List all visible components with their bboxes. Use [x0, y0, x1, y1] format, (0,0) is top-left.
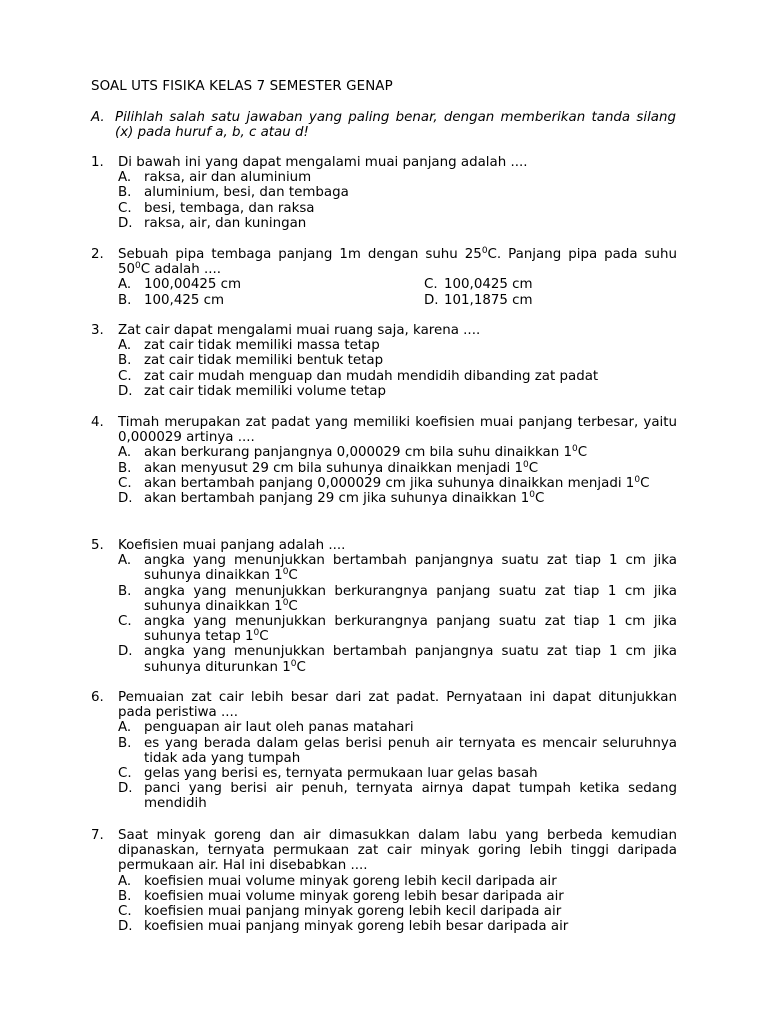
option-b[interactable]: B. 100,425 cm — [118, 292, 225, 308]
option-d[interactable]: D. akan bertambah panjang 29 cm jika suhunya dinaikkan $1^0C$ — [118, 490, 545, 507]
option-b[interactable]: B. angka yang menunjukkan berkurangnya panjang suatu zat tiap 1 cm jika suhunya dinaikkan $1^0C$ — [118, 583, 677, 614]
option-d[interactable]: D. zat cair tidak memiliki volume tetap — [118, 383, 387, 399]
question-text: Pemuaian zat cair lebih besar dari zat padat. Pernyataan ini dapat ditunjukkan pada peristiwa .... — [118, 690, 677, 721]
option-b[interactable]: B. aluminium, besi, dan tembaga — [118, 185, 349, 201]
option-c[interactable]: C. angka yang menunjukkan berkurangnya panjang suatu zat tiap 1 cm jika suhunya tetap $1^0C$ — [118, 614, 677, 645]
question-number: 7. — [91, 828, 104, 843]
question-number: 2. — [91, 247, 104, 262]
option-a[interactable]: A. penguapan air laut oleh panas matahari — [118, 720, 414, 736]
question-number: 1. — [91, 155, 104, 170]
option-d[interactable]: D. raksa, air, dan kuningan — [118, 215, 307, 231]
question-text: Koefisien muai panjang adalah .... — [118, 538, 346, 553]
option-b[interactable]: B. es yang berada dalam gelas berisi penuh air ternyata es mencair seluruhnya tidak ada yang tumpah — [118, 735, 677, 766]
question-text: Di bawah ini yang dapat mengalami muai panjang adalah .... — [118, 155, 528, 170]
question-4 — [91, 415, 677, 506]
option-d[interactable]: D. panci yang berisi air penuh, ternyata airnya dapat tumpah ketika sedang mendidih — [118, 781, 677, 812]
instruction — [91, 110, 676, 141]
option-c[interactable]: C. gelas yang berisi es, ternyata permukaan luar gelas basah — [118, 766, 538, 782]
option-a[interactable]: A. angka yang menunjukkan bertambah panjangnya suatu zat tiap 1 cm jika suhunya dinaikkan $1^0C$ — [118, 553, 677, 584]
option-c[interactable]: C. akan bertambah panjang 0,000029 cm jika suhunya dinaikkan menjadi $1^0C$ — [118, 474, 650, 491]
option-a[interactable]: A. raksa, air dan aluminium — [118, 170, 312, 186]
option-c[interactable]: C. zat cair mudah menguap dan mudah mendidih dibanding zat padat — [118, 368, 599, 384]
option-d[interactable]: D. 101,1875 cm — [424, 292, 533, 308]
option-c[interactable]: C. besi, tembaga, dan raksa — [118, 200, 315, 216]
option-a[interactable]: A. koefisien muai volume minyak goreng lebih kecil daripada air — [118, 873, 557, 889]
question-text: Saat minyak goreng dan air dimasukkan dalam labu yang berbeda kemudian dipanaskan, ternyata permukaan zat cair minyak goring lebih tinggi daripada permukaan air. Hal ini disebabkan .... — [118, 828, 677, 874]
option-a[interactable]: A. akan berkurang panjangnya 0,000029 cm bila suhu dinaikkan $1^0C$ — [118, 444, 588, 461]
option-b[interactable]: B. akan menyusut 29 cm bila suhunya dinaikkan menjadi $1^0C$ — [118, 459, 539, 476]
question-number: 6. — [91, 690, 104, 705]
question-5 — [91, 538, 677, 675]
question-1 — [91, 155, 677, 231]
option-d[interactable]: D. koefisien muai panjang minyak goreng lebih besar daripada air — [118, 919, 569, 935]
option-a[interactable]: A. zat cair tidak memiliki massa tetap — [118, 338, 380, 354]
option-b[interactable]: B. koefisien muai volume minyak goreng lebih besar daripada air — [118, 888, 564, 904]
instruction-text: Pilihlah salah satu jawaban yang paling benar, dengan memberikan tanda silang (x) pada huruf a, b, c atau d! — [115, 110, 676, 141]
question-number: 3. — [91, 323, 104, 338]
document-title: SOAL UTS FISIKA KELAS 7 SEMESTER GENAP — [91, 79, 393, 94]
question-2 — [91, 247, 677, 308]
question-text: Timah merupakan zat padat yang memiliki koefisien muai panjang terbesar, yaitu 0,000029 artinya .... — [118, 415, 677, 446]
option-grid — [118, 277, 677, 307]
question-3 — [91, 323, 677, 399]
question-6 — [91, 690, 677, 812]
question-number: 5. — [91, 538, 104, 553]
question-text: Sebuah pipa tembaga panjang 1m dengan suhu $25^0C$. Panjang pipa pada suhu $50^0C$ adalah .... — [118, 246, 677, 278]
question-7 — [91, 828, 677, 934]
option-c[interactable]: C. 100,0425 cm — [424, 277, 533, 293]
question-text: Zat cair dapat mengalami muai ruang saja, karena .... — [118, 323, 481, 338]
option-d[interactable]: D. angka yang menunjukkan bertambah panjangnya suatu zat tiap 1 cm jika suhunya diturunkan $1^0C$ — [118, 644, 677, 675]
option-b[interactable]: B. zat cair tidak memiliki bentuk tetap — [118, 353, 384, 369]
option-c[interactable]: C. koefisien muai panjang minyak goreng lebih kecil daripada air — [118, 904, 562, 920]
option-a[interactable]: A. 100,00425 cm — [118, 277, 242, 293]
question-number: 4. — [91, 415, 104, 430]
instruction-label: A. — [91, 110, 105, 125]
